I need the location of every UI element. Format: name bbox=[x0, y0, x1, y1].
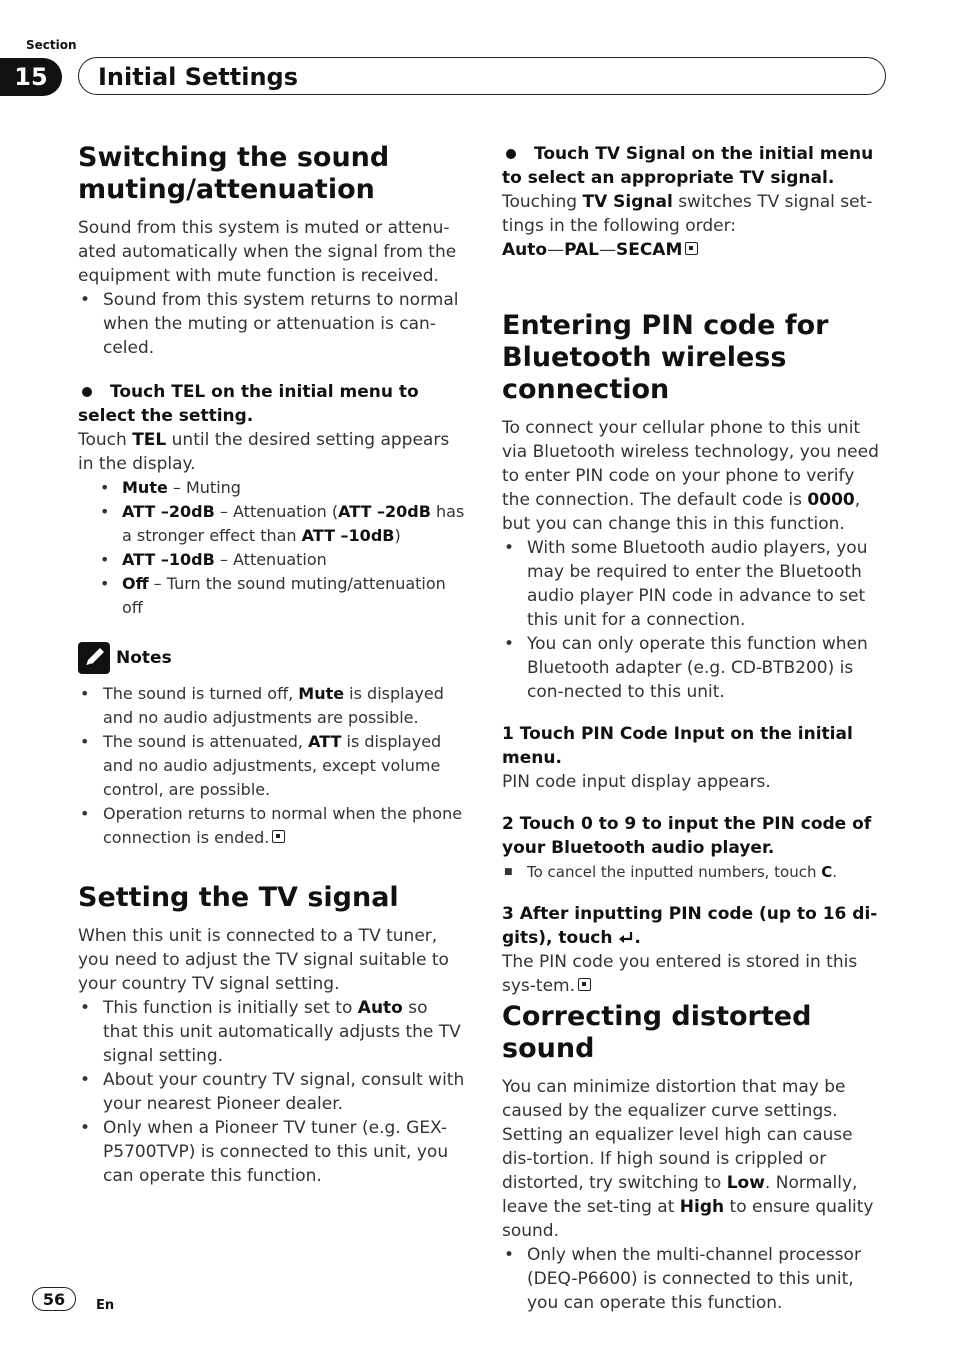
page-title: Initial Settings bbox=[98, 63, 299, 91]
muting-intro: Sound from this system is muted or attenu-ated automatically when the signal from the equipment with mute function is received. bbox=[78, 218, 457, 286]
pin-step3-text: The PIN code you entered is stored in this sys-tem. bbox=[502, 952, 858, 996]
pin-section bbox=[502, 310, 886, 998]
end-mark-icon bbox=[685, 242, 698, 255]
tv-intro: When this unit is connected to a TV tuner, you need to adjust the TV signal suitable to your country TV signal setting. bbox=[78, 926, 449, 994]
enter-icon bbox=[618, 931, 634, 945]
muting-step-heading: Touch TEL on the initial menu to select the setting. bbox=[78, 382, 419, 426]
notes-header: Notes bbox=[78, 642, 466, 674]
tv-order: Auto—PAL—SECAM bbox=[502, 238, 886, 262]
end-mark-icon bbox=[272, 830, 285, 843]
muting-step-text: Touch TEL until the desired setting appears in the display. bbox=[78, 430, 450, 474]
distort-heading: Correcting distorted sound bbox=[502, 1001, 812, 1064]
muting-bullet: • Sound from this system returns to normal when the muting or attenuation is can-celed. bbox=[78, 288, 466, 360]
notes-pencil-icon bbox=[78, 642, 110, 674]
end-mark-icon bbox=[578, 978, 591, 991]
muting-section bbox=[78, 142, 466, 850]
language-label: En bbox=[96, 1298, 115, 1313]
section-number: 15 bbox=[0, 58, 62, 96]
note-item: • The sound is attenuated, ATT is displayed and no audio adjustments, except volume control, are possible. bbox=[78, 730, 466, 802]
note-item: • The sound is turned off, Mute is displayed and no audio adjustments are possible. bbox=[78, 682, 466, 730]
option-off: • Off – Turn the sound muting/attenuation off bbox=[78, 572, 466, 620]
muting-heading: Switching the sound muting/attenuation bbox=[78, 142, 390, 205]
distort-bullet: • Only when the multi-channel processor (DEQ-P6600) is connected to this unit, you can operate this function. bbox=[502, 1243, 886, 1315]
tv-bullet: • This function is initially set to Auto so that this unit automatically adjusts the TV signal setting. bbox=[78, 996, 466, 1068]
step-bullet-icon bbox=[506, 149, 516, 159]
note-item: • Operation returns to normal when the phone connection is ended. bbox=[78, 802, 466, 850]
tv-section bbox=[78, 882, 466, 1188]
pin-step3-heading: 3 After inputting PIN code (up to 16 di-gits), touch . bbox=[502, 904, 878, 948]
section-label: Section bbox=[26, 38, 77, 52]
tv-heading: Setting the TV signal bbox=[78, 882, 399, 913]
option-mute: • Mute – Muting bbox=[78, 476, 466, 500]
tv-bullet: • Only when a Pioneer TV tuner (e.g. GEX-P5700TVP) is connected to this unit, you can operate this function. bbox=[78, 1116, 466, 1188]
tv-bullet: • About your country TV signal, consult with your nearest Pioneer dealer. bbox=[78, 1068, 466, 1116]
option-att10: • ATT –10dB – Attenuation bbox=[78, 548, 466, 572]
distort-section bbox=[502, 1001, 886, 1315]
pin-step2-sub: ■ To cancel the inputted numbers, touch C. bbox=[502, 860, 886, 884]
pin-heading: Entering PIN code for Bluetooth wireless connection bbox=[502, 310, 829, 405]
distort-intro: You can minimize distortion that may be caused by the equalizer curve settings. Setting an equalizer level high can cause dis-tortion. If high sound is crippled or distorted, try switching to Low. Normally, leave the set-ting at High to ensure quality sound. bbox=[502, 1077, 874, 1241]
pin-bullet: • With some Bluetooth audio players, you may be required to enter the Bluetooth audio player PIN code in advance to set this unit for a connection. bbox=[502, 536, 886, 632]
pin-step1-text: PIN code input display appears. bbox=[502, 772, 771, 792]
pin-intro: To connect your cellular phone to this unit via Bluetooth wireless technology, you need to enter PIN code on your phone to verify the connection. The default code is 0000, but you can change this in this function. bbox=[502, 418, 879, 534]
tv-step-text: Touching TV Signal switches TV signal set-tings in the following order: bbox=[502, 192, 873, 236]
pin-step2-heading: 2 Touch 0 to 9 to input the PIN code of your Bluetooth audio player. bbox=[502, 814, 872, 858]
pin-bullet: • You can only operate this function when Bluetooth adapter (e.g. CD-BTB200) is con-nected to this unit. bbox=[502, 632, 886, 704]
page-number: 56 bbox=[32, 1287, 76, 1311]
tv-step-heading: Touch TV Signal on the initial menu to select an appropriate TV signal. bbox=[502, 144, 874, 188]
option-att20: • ATT –20dB – Attenuation (ATT –20dB has a stronger effect than ATT –10dB) bbox=[78, 500, 466, 548]
pin-step1-heading: 1 Touch PIN Code Input on the initial menu. bbox=[502, 724, 853, 768]
step-bullet-icon bbox=[82, 387, 92, 397]
tv-step-section bbox=[502, 142, 886, 262]
